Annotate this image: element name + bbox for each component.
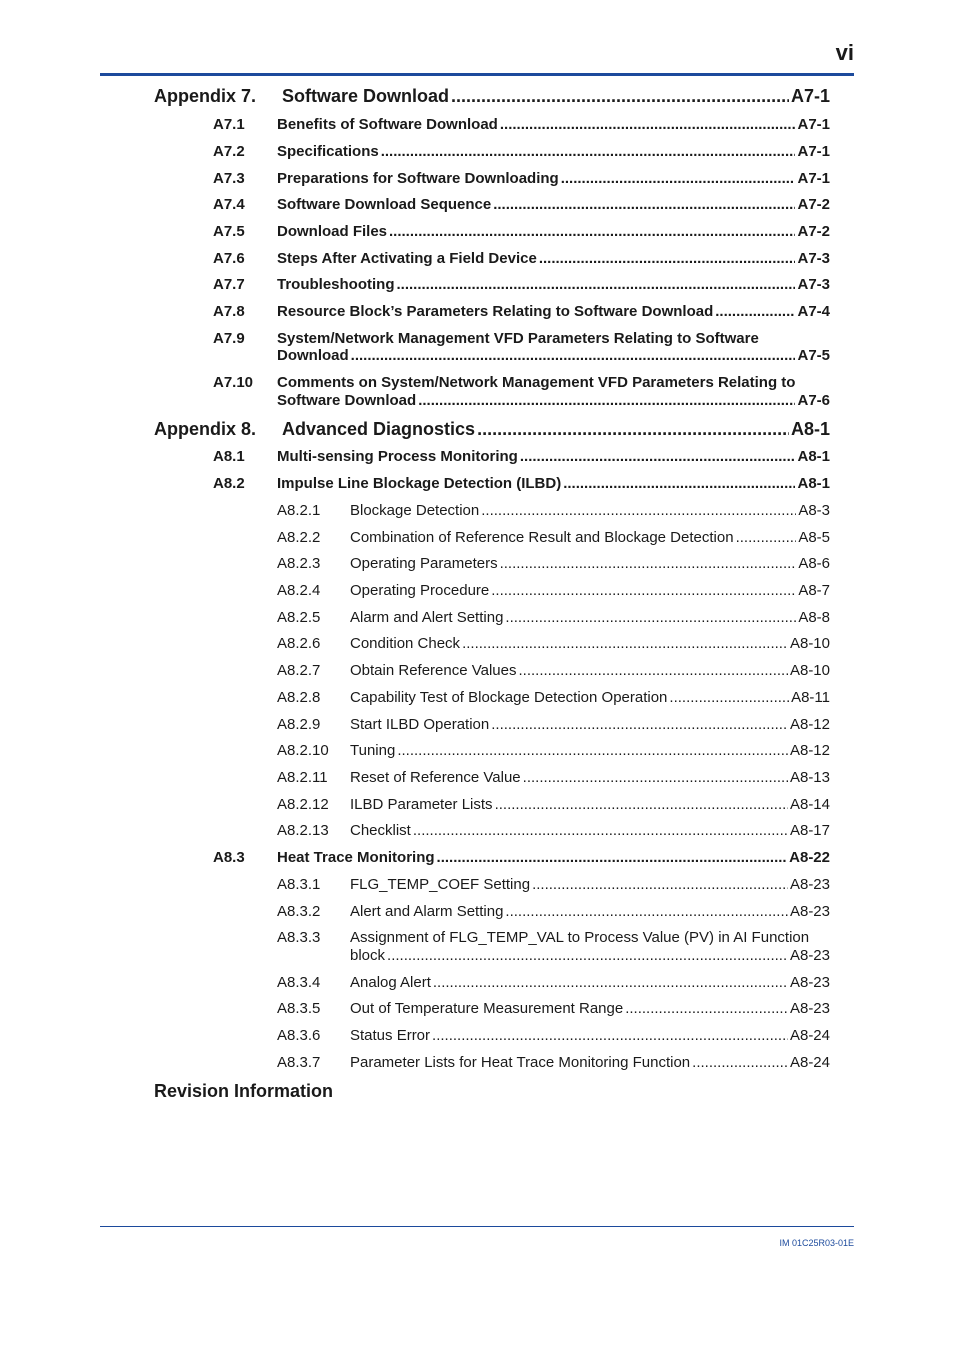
toc-label: A7.1 xyxy=(213,116,245,133)
toc-title: Alert and Alarm Setting xyxy=(350,903,504,920)
toc-page: A8-12 xyxy=(789,742,830,759)
toc-entry-a8-2-9[interactable] xyxy=(277,716,830,733)
dot-leader xyxy=(519,662,788,679)
toc-entry-a8-3-3-line1[interactable] xyxy=(277,929,830,946)
toc-page: A8-23 xyxy=(789,876,830,893)
dot-leader xyxy=(523,769,788,786)
toc-page: A8-23 xyxy=(789,1000,830,1017)
dot-leader xyxy=(539,250,796,267)
toc-page: A8-12 xyxy=(789,716,830,733)
dot-leader xyxy=(505,903,788,920)
toc-page: A8-11 xyxy=(791,689,830,706)
toc-page: A7-1 xyxy=(797,143,830,160)
toc-entry-a8-2[interactable] xyxy=(213,475,830,492)
toc-entry-a7-6[interactable] xyxy=(213,250,830,267)
toc-title: Troubleshooting xyxy=(277,276,395,293)
toc-page: A8-10 xyxy=(789,662,830,679)
toc-page: A7-5 xyxy=(797,347,830,364)
toc-page: A8-1 xyxy=(797,475,830,492)
dot-leader xyxy=(389,223,795,240)
dot-leader xyxy=(397,276,796,293)
toc-title: FLG_TEMP_COEF Setting xyxy=(350,876,531,893)
toc-title: Parameter Lists for Heat Trace Monitoring Function xyxy=(350,1054,691,1071)
toc-label: A8.3.1 xyxy=(277,876,321,893)
toc-page: A8-8 xyxy=(798,609,830,626)
toc-title: Benefits of Software Download xyxy=(277,116,498,133)
toc-label: A8.2.13 xyxy=(277,822,329,839)
toc-label: A8.3.5 xyxy=(277,1000,321,1017)
toc-label: A8.2.7 xyxy=(277,662,321,679)
toc-page: A7-2 xyxy=(797,223,830,240)
header-rule xyxy=(100,73,854,76)
toc-label: A8.2.10 xyxy=(277,742,329,759)
toc-title: Condition Check xyxy=(350,635,461,652)
dot-leader xyxy=(418,392,795,409)
toc-label: A8.2.2 xyxy=(277,529,321,546)
toc-page: A8-23 xyxy=(789,903,830,920)
toc-title: Obtain Reference Values xyxy=(350,662,517,679)
toc-entry-a7-9-line1[interactable] xyxy=(213,330,830,347)
toc-entry-a8-2-10[interactable] xyxy=(277,742,830,759)
toc-label: A8.3.2 xyxy=(277,903,321,920)
toc-title: Multi-sensing Process Monitoring xyxy=(277,448,518,465)
toc-page: A7-3 xyxy=(797,276,830,293)
dot-leader xyxy=(432,1027,788,1044)
toc-label: A7.10 xyxy=(213,374,254,391)
toc-title: Specifications xyxy=(277,143,379,160)
toc-entry-a7-10-line2[interactable] xyxy=(277,392,830,409)
toc-title: Capability Test of Blockage Detection Operation xyxy=(350,689,668,706)
dot-leader xyxy=(491,716,788,733)
toc-page: A7-1 xyxy=(797,116,830,133)
toc-page: A7-4 xyxy=(797,303,830,320)
toc-label: A8.3.3 xyxy=(277,929,321,946)
toc-page: A8-23 xyxy=(789,947,830,964)
toc-title: Tuning xyxy=(350,742,396,759)
toc-title: Preparations for Software Downloading xyxy=(277,170,559,187)
toc-title: Comments on System/Network Management VFD Parameters Relating to xyxy=(277,374,796,391)
toc-entry-a8-3-1[interactable] xyxy=(277,876,830,893)
dot-leader xyxy=(381,143,796,160)
toc-title: Combination of Reference Result and Blockage Detection xyxy=(350,529,734,546)
dot-leader xyxy=(520,448,796,465)
toc-page: A7-1 xyxy=(790,86,830,106)
toc-entry-a8-2-4[interactable] xyxy=(277,582,830,599)
toc-title: Assignment of FLG_TEMP_VAL to Process Value (PV) in AI Function xyxy=(350,929,810,946)
toc-page: A8-1 xyxy=(797,448,830,465)
toc-title: Alarm and Alert Setting xyxy=(350,609,504,626)
toc-entry-a7-1[interactable] xyxy=(213,116,830,133)
toc-entry-a8-2-3[interactable] xyxy=(277,555,830,572)
toc-title: Resource Block’s Parameters Relating to Software Download xyxy=(277,303,714,320)
dot-leader xyxy=(477,419,789,440)
toc-label: A7.2 xyxy=(213,143,245,160)
footer-rule xyxy=(100,1226,854,1227)
toc-entry-a8-2-5[interactable] xyxy=(277,609,830,626)
toc-entry-a7-4[interactable] xyxy=(213,196,830,213)
dot-leader xyxy=(505,609,796,626)
toc-title: Checklist xyxy=(350,822,411,839)
dot-leader xyxy=(500,555,797,572)
toc-page: A8-17 xyxy=(789,822,830,839)
toc-entry-a7-9-line2[interactable] xyxy=(277,347,830,364)
toc-entry-a8-3-3-line2[interactable] xyxy=(350,947,830,964)
dot-leader xyxy=(351,347,796,364)
toc-entry-a7-5[interactable] xyxy=(213,223,830,240)
dot-leader xyxy=(433,974,788,991)
toc-title: Heat Trace Monitoring xyxy=(277,849,435,866)
toc-title: Blockage Detection xyxy=(350,502,480,519)
toc-label: A8.3.7 xyxy=(277,1054,321,1071)
toc-label: A7.9 xyxy=(213,330,245,347)
toc-page: A8-6 xyxy=(798,555,830,572)
dot-leader xyxy=(491,582,796,599)
toc-title: Start ILBD Operation xyxy=(350,716,490,733)
toc-entry-a8-2-13[interactable] xyxy=(277,822,830,839)
toc-entry-a7-10-line1[interactable] xyxy=(213,374,830,391)
toc-label: Appendix 7. xyxy=(154,86,257,106)
toc-entry-a8-2-2[interactable] xyxy=(277,529,830,546)
toc-label: A8.2.6 xyxy=(277,635,321,652)
toc-label: A8.2.8 xyxy=(277,689,321,706)
toc-label: A8.3 xyxy=(213,849,245,866)
toc-entry-a7-8[interactable] xyxy=(213,303,830,320)
dot-leader xyxy=(437,849,788,866)
toc-label: A7.7 xyxy=(213,276,245,293)
toc-entry-a8-1[interactable] xyxy=(213,448,830,465)
toc-label: A7.4 xyxy=(213,196,245,213)
toc-entry-a8-3-6[interactable] xyxy=(277,1027,830,1044)
toc-entry-a7-3[interactable] xyxy=(213,170,830,187)
toc-page: A8-10 xyxy=(789,635,830,652)
toc-entry-a8-2-12[interactable] xyxy=(277,796,830,813)
toc-title: System/Network Management VFD Parameters Relating to Software xyxy=(277,330,759,347)
toc-entry-a8-2-1[interactable] xyxy=(277,502,830,519)
document-id: IM 01C25R03-01E xyxy=(779,1238,854,1248)
toc-entry-appendix-8[interactable] xyxy=(154,419,830,440)
toc-entry-a8-2-11[interactable] xyxy=(277,769,830,786)
toc-entry-a8-3-4[interactable] xyxy=(277,974,830,991)
toc-label: A7.3 xyxy=(213,170,245,187)
toc-label: A8.3.4 xyxy=(277,974,321,991)
toc-label: A8.2.5 xyxy=(277,609,321,626)
toc-label: A8.3.6 xyxy=(277,1027,321,1044)
toc-entry-revision-information[interactable]: Revision Information xyxy=(154,1081,334,1101)
toc-label: A8.2.3 xyxy=(277,555,321,572)
toc-title: Software Download Sequence xyxy=(277,196,492,213)
toc-title: Operating Parameters xyxy=(350,555,498,572)
dot-leader xyxy=(495,796,788,813)
toc-entry-a8-2-7[interactable] xyxy=(277,662,830,679)
dot-leader xyxy=(462,635,788,652)
toc-label: A7.5 xyxy=(213,223,245,240)
toc-page: A8-1 xyxy=(790,419,830,439)
dot-leader xyxy=(692,1054,788,1071)
toc-label: A8.1 xyxy=(213,448,245,465)
toc-page: A7-3 xyxy=(797,250,830,267)
toc-page: A7-2 xyxy=(797,196,830,213)
toc-entry-a8-3[interactable] xyxy=(213,849,830,866)
toc-label: Appendix 8. xyxy=(154,419,257,439)
dot-leader xyxy=(413,822,788,839)
toc-page: A8-24 xyxy=(789,1027,830,1044)
dot-leader xyxy=(397,742,788,759)
dot-leader xyxy=(532,876,788,893)
dot-leader xyxy=(500,116,796,133)
toc-entry-a8-2-8[interactable] xyxy=(277,689,830,706)
toc-entry-a8-3-7[interactable] xyxy=(277,1054,830,1071)
toc-page: A7-1 xyxy=(797,170,830,187)
toc-title: Steps After Activating a Field Device xyxy=(277,250,537,267)
dot-leader xyxy=(561,170,796,187)
toc-entry-a8-3-5[interactable] xyxy=(277,1000,830,1017)
toc-page: A8-24 xyxy=(789,1054,830,1071)
toc-page: A8-3 xyxy=(798,502,830,519)
toc-label: A8.2.12 xyxy=(277,796,329,813)
dot-leader xyxy=(563,475,795,492)
dot-leader xyxy=(451,86,789,107)
toc-label: A8.2 xyxy=(213,475,245,492)
dot-leader xyxy=(715,303,795,320)
toc-page: A7-6 xyxy=(797,392,830,409)
toc-title: Advanced Diagnostics xyxy=(282,419,476,439)
toc-title: Software Download xyxy=(277,392,417,409)
toc-title: ILBD Parameter Lists xyxy=(350,796,493,813)
toc-entry-a7-7[interactable] xyxy=(213,276,830,293)
toc-entry-a7-2[interactable] xyxy=(213,143,830,160)
toc-page: A8-5 xyxy=(798,529,830,546)
toc-title: Impulse Line Blockage Detection (ILBD) xyxy=(277,475,562,492)
toc-entry-appendix-7[interactable] xyxy=(154,86,830,107)
toc-label: A8.2.1 xyxy=(277,502,321,519)
toc-title: Download Files xyxy=(277,223,388,240)
toc-title: Out of Temperature Measurement Range xyxy=(350,1000,624,1017)
toc-label: A8.2.9 xyxy=(277,716,321,733)
dot-leader xyxy=(481,502,796,519)
toc-title: Status Error xyxy=(350,1027,431,1044)
toc-label: A8.2.11 xyxy=(277,769,328,786)
toc-page: A8-22 xyxy=(789,849,830,866)
toc-entry-a8-2-6[interactable] xyxy=(277,635,830,652)
toc-title: Download xyxy=(277,347,349,364)
toc-page: A8-7 xyxy=(798,582,830,599)
toc-entry-a8-3-2[interactable] xyxy=(277,903,830,920)
toc-page: A8-14 xyxy=(789,796,830,813)
toc-title: Reset of Reference Value xyxy=(350,769,521,786)
dot-leader xyxy=(493,196,795,213)
toc-label: A7.6 xyxy=(213,250,245,267)
toc-title: Operating Procedure xyxy=(350,582,490,599)
toc-title: Software Download xyxy=(282,86,450,106)
dot-leader xyxy=(736,529,797,546)
toc-label: A7.8 xyxy=(213,303,245,320)
dot-leader xyxy=(625,1000,788,1017)
toc-label: A8.2.4 xyxy=(277,582,321,599)
toc-page: A8-23 xyxy=(789,974,830,991)
toc-title: Analog Alert xyxy=(350,974,431,991)
dot-leader xyxy=(669,689,789,706)
dot-leader xyxy=(387,947,788,964)
page-number: vi xyxy=(835,40,854,65)
toc-title: block xyxy=(350,947,386,964)
toc-page: A8-13 xyxy=(789,769,830,786)
